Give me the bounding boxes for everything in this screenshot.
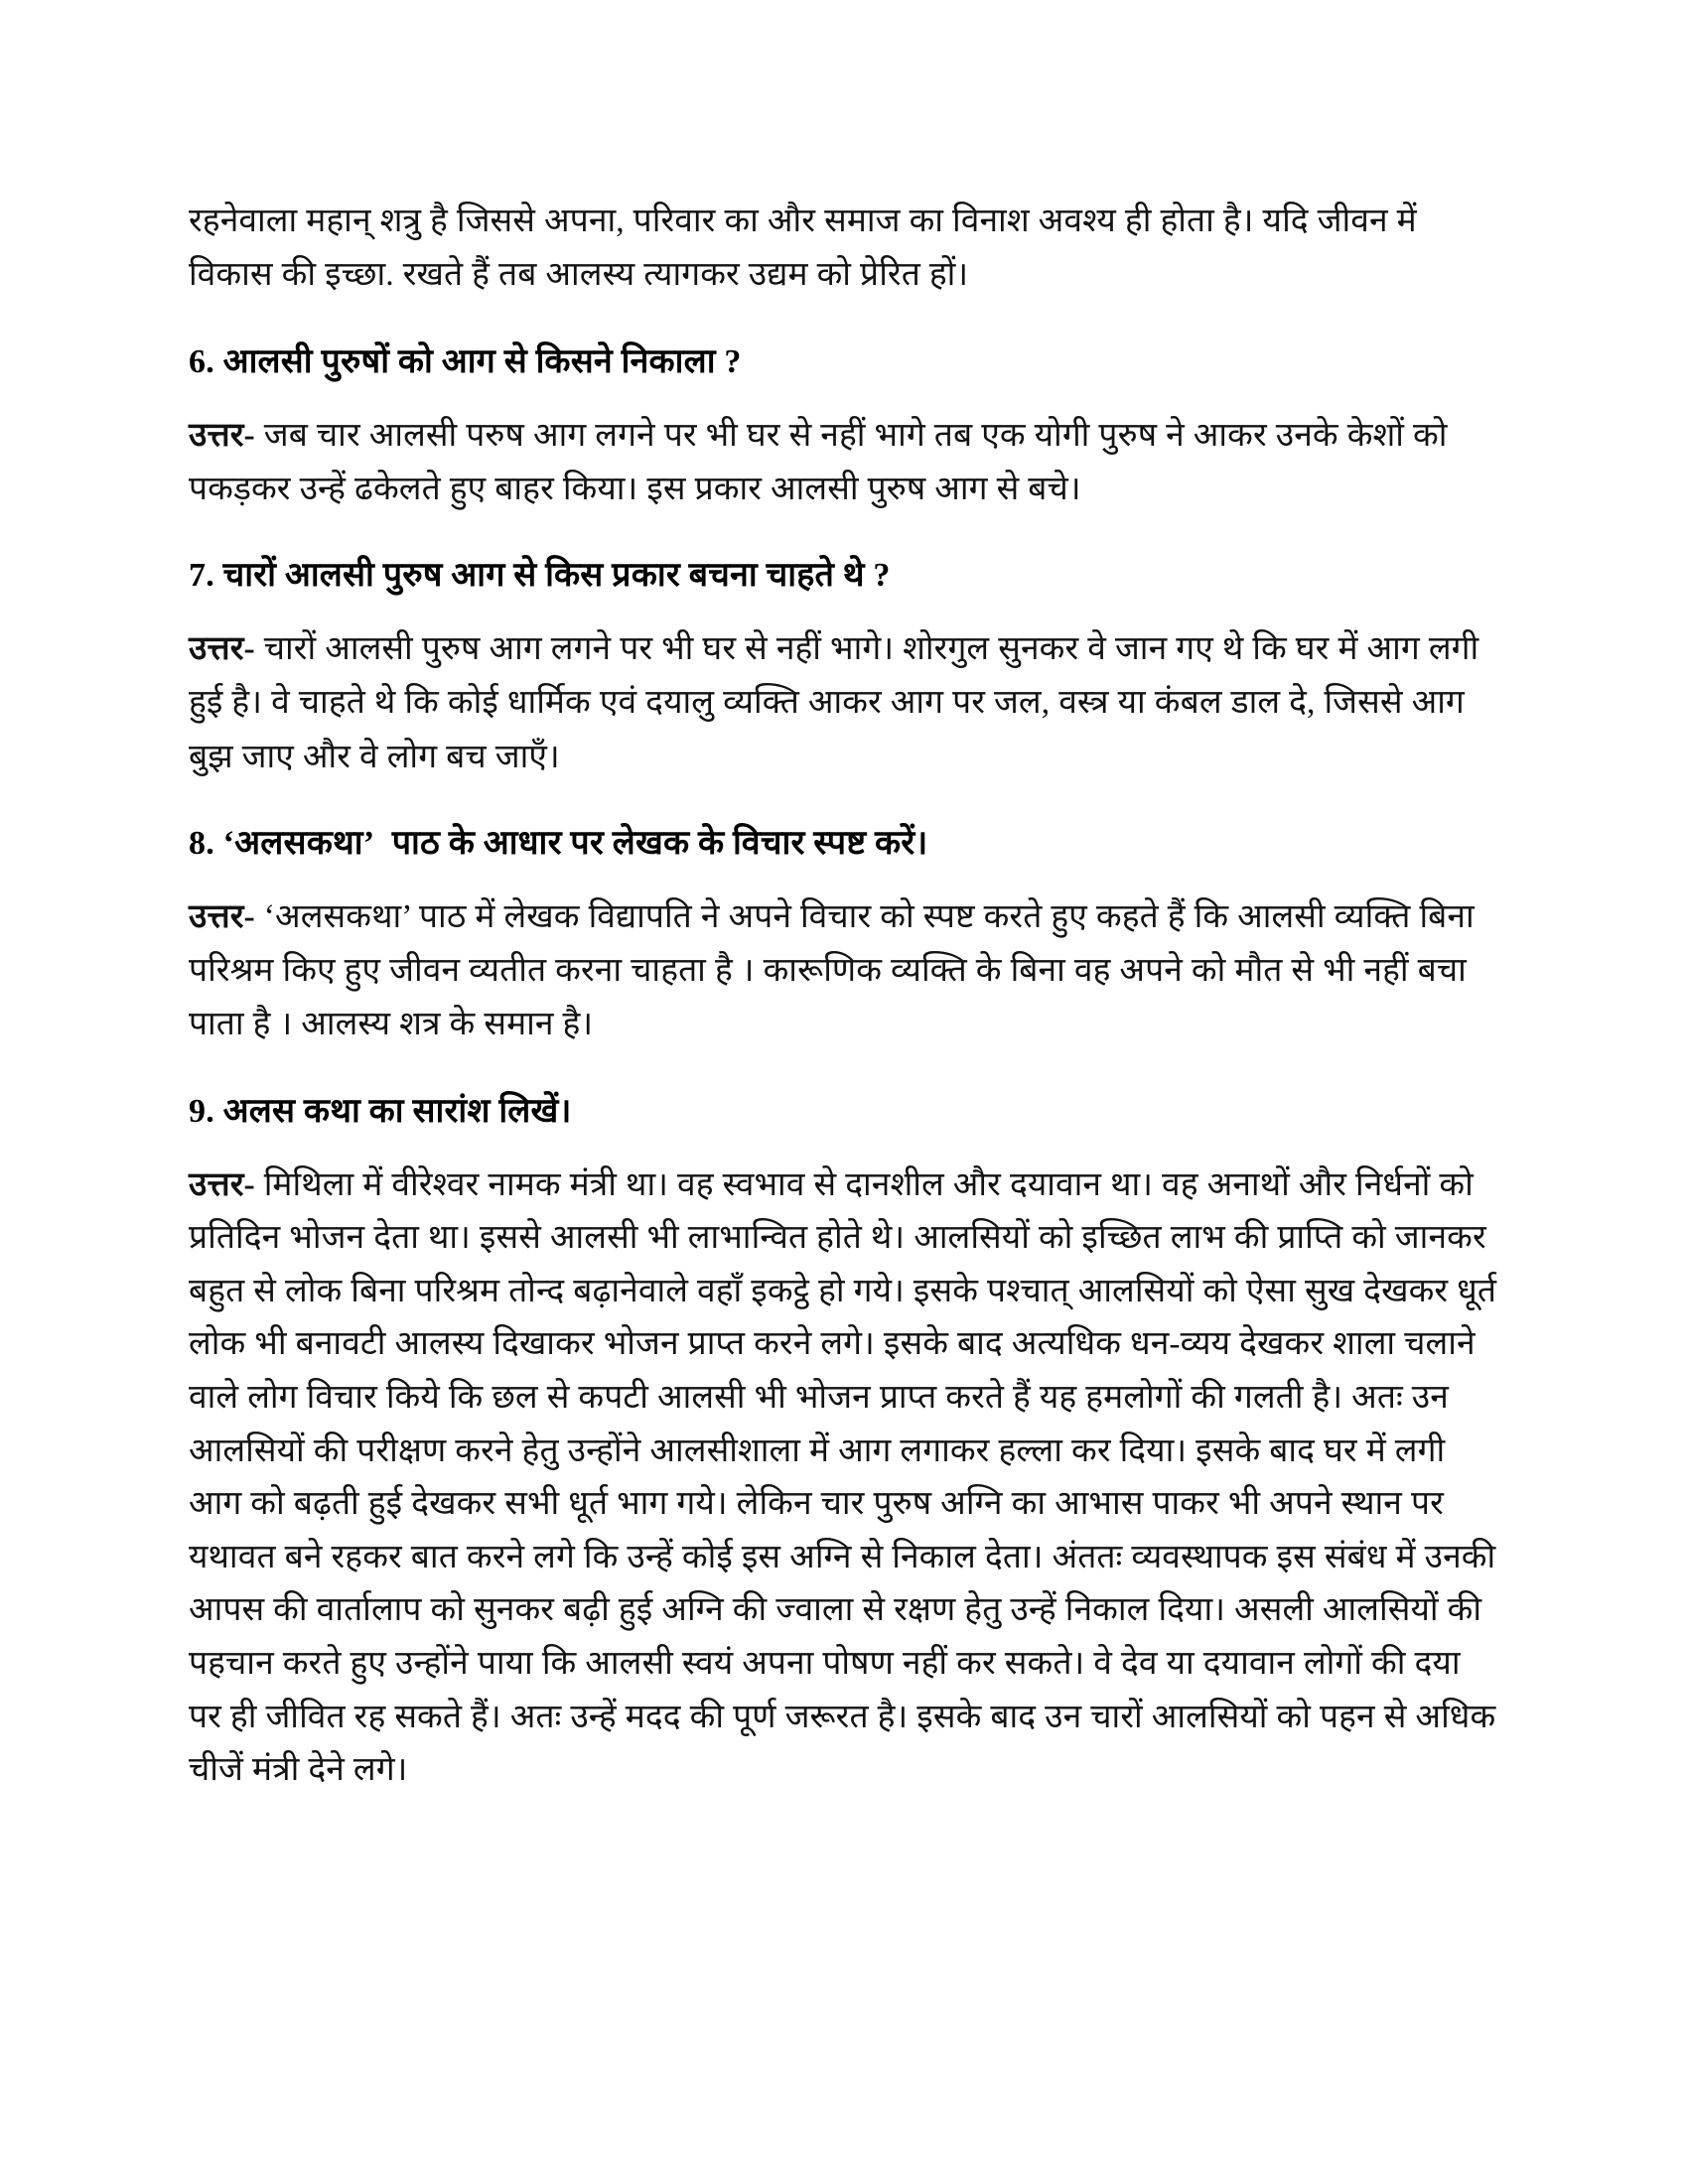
answer-text-9: मिथिला में वीरेश्वर नामक मंत्री था। वह स्वभाव से दानशील और दयावान था। वह अनाथों और निर्धनों को प्रतिदिन भोजन देता था। इससे आलसी भी लाभान्वित होते थे। आलसियों को इच्छित लाभ की प्राप्ति को जानकर बहुत से लोक बिना परिश्रम तोन्द बढ़ानेवाले वहाँ इकट्ठे हो गये। इसके पश्चात् आलसियों को ऐसा सुख देखकर धूर्त लोक भी बनावटी आलस्य दिखाकर भोजन प्राप्त करने लगे। इसके बाद अत्यधिक धन-व्यय देखकर शाला चलाने वाले लोग विचार किये कि छल से कपटी आलसी भी भोजन प्राप्त करते हैं यह हमलोगों की गलती है। अतः उन आलसियों की परीक्षण करने हेतु उन्होंने आलसीशाला में आग लगाकर हल्ला कर दिया। इसके बाद घर में लगी आग को बढ़ती हुई देखकर सभी धूर्त भाग गये। लेकिन चार पुरुष अग्नि का आभास पाकर भी अपने स्थान पर यथावत बने रहकर बात करने लगे कि उन्हें कोई इस अग्नि से निकाल देता। अंततः व्यवस्थापक इस संबंध में उनकी आपस की वार्तालाप को सुनकर बढ़ी हुई अग्नि की ज्वाला से रक्षण हेतु उन्हें निकाल दिया। असली आलसियों की पहचान करते हुए उन्होंने पाया कि आलसी स्वयं अपना पोषण नहीं कर सकते। वे देव या दयावान लोगों की दया पर ही जीवित रह सकते हैं। अतः उन्हें मदद की पूर्ण जरूरत है। इसके बाद उन चारों आलसियों को पहन से अधिक चीजें मंत्री देने लगे। bbox=[189, 1165, 1497, 1789]
question-heading-8 bbox=[189, 818, 1499, 869]
question-text-7: चारों आलसी पुरुष आग से किस प्रकार बचना चाहते थे ? bbox=[222, 557, 891, 595]
question-heading-7 bbox=[189, 550, 1499, 601]
answer-label-9: उत्तर- bbox=[189, 1165, 255, 1203]
answer-paragraph-8 bbox=[189, 890, 1499, 1052]
answer-label-7: उत्तर- bbox=[189, 630, 255, 668]
answer-label-6: उत्तर- bbox=[189, 416, 255, 454]
intro-paragraph: रहनेवाला महान् शत्रु है जिससे अपना, परिवार का और समाज का विनाश अवश्य ही होता है। यदि जीवन में विकास की इच्छा. रखते हैं तब आलस्य त्यागकर उद्यम को प्रेरित हों। bbox=[189, 203, 1417, 294]
answer-text-6: जब चार आलसी परुष आग लगने पर भी घर से नहीं भागे तब एक योगी पुरुष ने आकर उनके केशों को पकड़कर उन्हें ढकेलते हुए बाहर किया। इस प्रकार आलसी पुरुष आग से बचे। bbox=[189, 416, 1448, 507]
page-bottom-spacer bbox=[189, 1797, 1499, 1916]
question-number-7: 7. bbox=[189, 557, 214, 595]
question-text-9: अलस कथा का सारांश लिखें। bbox=[222, 1092, 572, 1130]
question-number-8: 8. bbox=[189, 824, 214, 862]
question-heading-6 bbox=[189, 337, 1499, 387]
question-text-8: पाठ के आधार पर लेखक के विचार स्पष्ट करें। bbox=[391, 824, 928, 862]
answer-label-8: उत्तर- bbox=[189, 897, 255, 935]
answer-paragraph-9 bbox=[189, 1159, 1499, 1797]
answer-text-7: चारों आलसी पुरुष आग लगने पर भी घर से नहीं भागे। शोरगुल सुनकर वे जान गए थे कि घर में आग लगी हुई है। वे चाहते थे कि कोई धार्मिक एवं दयालु व्यक्ति आकर आग पर जल, वस्त्र या कंबल डाल दे, जिससे आग बुझ जाए और वे लोग बच जाएँ। bbox=[189, 630, 1479, 775]
answer-text-8: ‘अलसकथा’ पाठ में लेखक विद्यापति ने अपने विचार को स्पष्ट करते हुए कहते हैं कि आलसी व्यक्ति बिना परिश्रम किए हुए जीवन व्यतीत करना चाहता है । कारूणिक व्यक्ति के बिना वह अपने को मौत से भी नहीं बचा पाता है । आलस्य शत्र के समान है। bbox=[189, 897, 1475, 1043]
answer-paragraph-6 bbox=[189, 409, 1499, 517]
question-heading-9 bbox=[189, 1086, 1499, 1137]
question-quoted-term-8: ‘अलसकथा’ bbox=[222, 824, 375, 862]
question-number-9: 9. bbox=[189, 1092, 214, 1130]
question-text-6: आलसी पुरुषों को आग से किसने निकाला ? bbox=[222, 342, 742, 380]
page-content bbox=[189, 195, 1499, 1916]
question-number-6: 6. bbox=[189, 342, 214, 380]
answer-paragraph-7 bbox=[189, 622, 1499, 784]
